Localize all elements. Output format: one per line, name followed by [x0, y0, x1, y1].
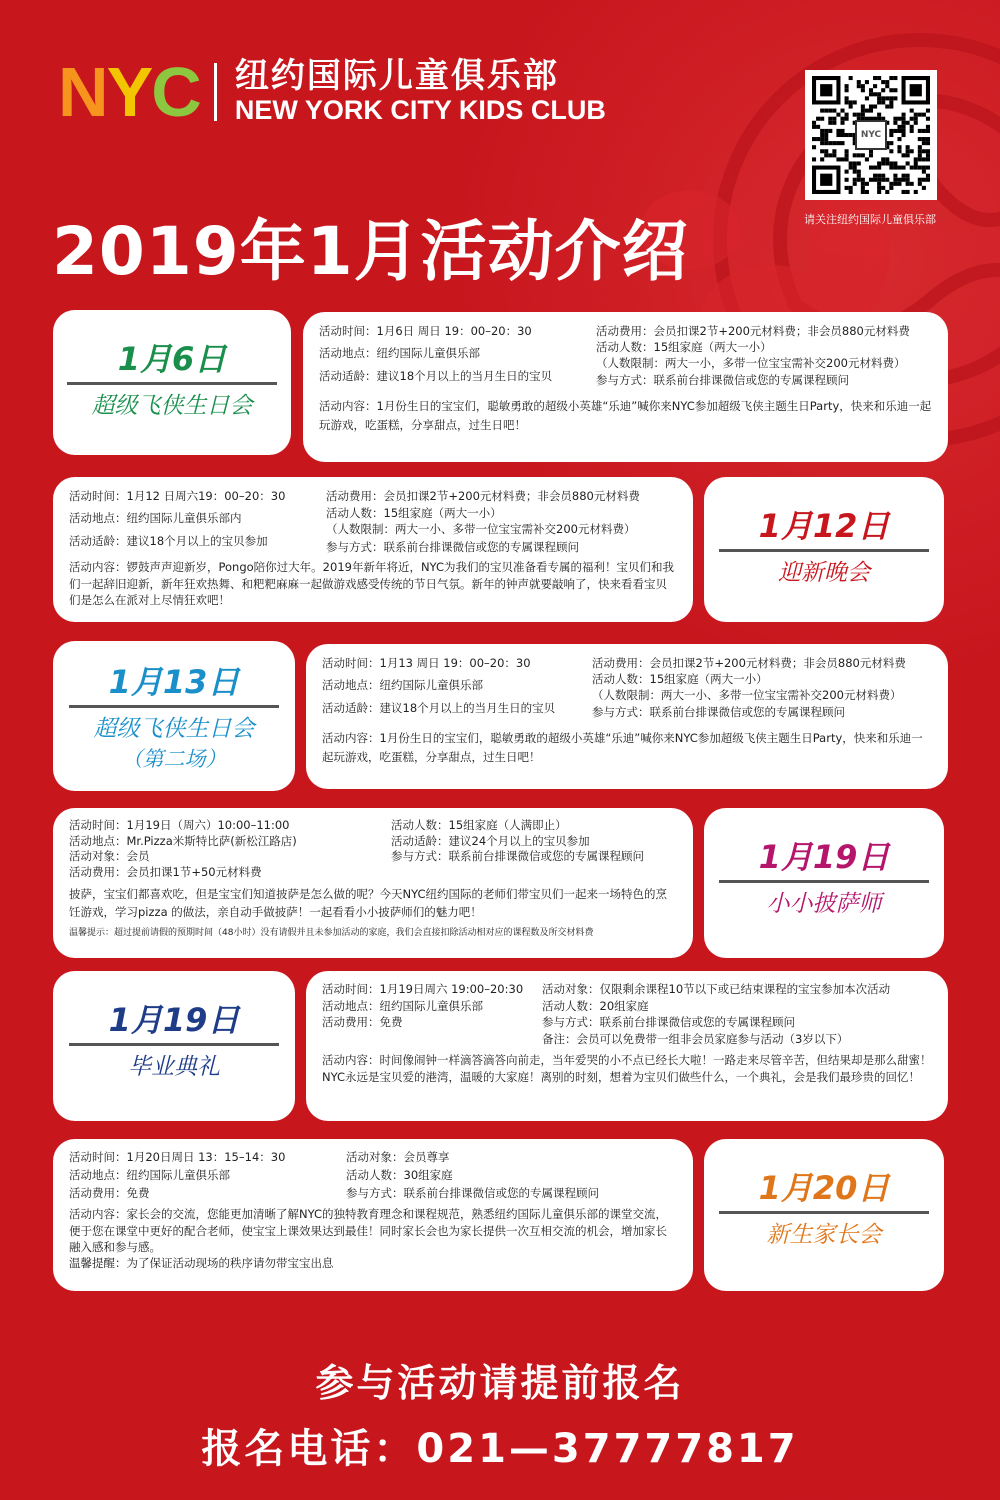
signup-phone[interactable]: 报名电话：021—37777817: [201, 1426, 799, 1472]
event-age: 活动适龄：建议18个月以上的当月生日的宝贝: [322, 700, 556, 715]
event-time: 活动时间：1月20日周日 13：15–14：30: [69, 1150, 286, 1164]
page-title: 2019年1月活动介绍: [52, 213, 689, 290]
event-description: 活动内容：锣鼓声声迎新岁，Pongo陪你过大年。2019年新年将近，NYC为我们的宝贝准备看专属的福利！宝贝们和我们一起辞旧迎新，新年狂欢热舞、和粑粑麻麻一起做游戏感受传统的节日气氛。新年的钟声就要敲响了，快来看看宝贝们是怎么在派对上尽情狂欢吧！: [69, 559, 674, 608]
event-capacity: 活动人数：20组家庭: [542, 998, 649, 1013]
event-date: 1月12日: [758, 507, 890, 545]
event-time: 活动时间：1月19日（周六）10:00–11:00: [69, 818, 290, 832]
event-location: 活动地点：Mr.Pizza米斯特比萨(新松江路店): [69, 833, 297, 848]
event-location: 活动地点：纽约国际儿童俱乐部: [69, 1167, 230, 1182]
event-name: 超级飞侠生日会: [91, 393, 253, 420]
event-details-card: [303, 312, 948, 462]
event-fee: 活动费用：会员扣课2节+200元材料费；非会员880元材料费: [596, 324, 910, 338]
logo-english-name: NEW YORK CITY KIDS CLUB: [234, 94, 606, 125]
event-signup: 参与方式：联系前台排课微信或您的专属课程顾问: [391, 849, 644, 864]
event-title-card: [704, 477, 944, 622]
divider: [69, 705, 279, 708]
event-audience: 活动对象：会员: [69, 849, 150, 864]
event-time: 活动时间：1月19日周六 19:00–20:30: [322, 982, 524, 996]
event-details-card: [306, 971, 948, 1121]
event-fee: 活动费用：会员扣课1节+50元材料费: [69, 864, 262, 879]
divider: [69, 1043, 279, 1046]
event-name: 迎新晚会: [778, 560, 870, 587]
event-audience: 活动对象：仅限剩余课程10节以下或已结束课程的宝宝参加本次活动: [542, 982, 891, 996]
signup-reminder: 参与活动请提前报名: [315, 1361, 685, 1405]
event-title-card: [53, 310, 291, 455]
event-date: 1月19日: [108, 1001, 240, 1039]
divider: [719, 880, 929, 883]
event-session: （第二场）: [121, 747, 227, 772]
event-age: 活动适龄：建议24个月以上的宝贝参加: [391, 833, 590, 848]
event-capacity: 活动人数：15组家庭（人满即止）: [391, 818, 567, 832]
event-signup: 参与方式：联系前台排课微信或您的专属课程顾问: [326, 539, 579, 554]
event-note: 温馨提示：超过提前请假的预期时间（48小时）没有请假并且未参加活动的家庭，我们会直接扣除活动相对应的课程数及所交材料费: [69, 927, 594, 938]
event-description: 披萨，宝宝们都喜欢吃，但是宝宝们知道披萨是怎么做的呢？今天NYC纽约国际的老师们带宝贝们一起来一场特色的烹饪游戏，学习pizza 的做法，亲自动手做披萨！一起看看小小披萨师们的魅力吧！: [69, 887, 668, 919]
event-fee: 活动费用：免费: [322, 1015, 403, 1030]
event-age: 活动适龄：建议18个月以上的宝贝参加: [69, 533, 268, 548]
logo-divider: [214, 63, 217, 121]
event-date: 1月20日: [758, 1169, 890, 1207]
event-details-card: [53, 808, 693, 958]
qr-caption: 请关注纽约国际儿童俱乐部: [804, 213, 936, 226]
event-description: 活动内容：时间像闹钟一样滴答滴答向前走，当年爱哭的小不点已经长大啦！一路走来尽管辛苦，但结果却是那么甜蜜！NYC永远是宝贝爱的港湾，温暖的大家庭！离别的时刻，想着为宝贝们做些什么，一个典礼，会是我们最珍贵的回忆！: [322, 1052, 932, 1084]
event-signup: 参与方式：联系前台排课微信或您的专属课程顾问: [346, 1185, 599, 1200]
event-time: 活动时间：1月6日 周日 19：00–20：30: [319, 324, 532, 338]
event-time: 活动时间：1月13 周日 19：00–20：30: [322, 656, 531, 670]
event-description: 活动内容：1月份生日的宝宝们，聪敏勇敢的超级小英雄“乐迪”喊你来NYC参加超级飞侠主题生日Party，快来和乐迪一起玩游戏，吃蛋糕，分享甜点，过生日吧！: [322, 730, 923, 764]
event-title-card: [704, 1139, 944, 1291]
event-limit: （人数限制：两大一小、多带一位宝宝需补交200元材料费）: [592, 687, 902, 702]
event-capacity: 活动人数：15组家庭（两大一小）: [596, 340, 772, 355]
event-remark: 备注：会员可以免费带一组非会员家庭参与活动（3岁以下）: [542, 1032, 849, 1047]
event-details-card: [53, 1139, 693, 1291]
event-description: 活动内容：家长会的交流，您能更加清晰了解NYC的独特教育理念和课程规范，熟悉纽约国际儿童俱乐部的课堂交流，便于您在课堂中更好的配合老师，使宝宝上课效果达到最佳！同时家长会也为家长提供一次互相交流的机会，增加家长融入感和参与感。: [69, 1207, 668, 1254]
divider: [719, 549, 929, 552]
divider: [67, 382, 277, 385]
event-details-card: [53, 477, 693, 622]
logo-chinese-name: 纽约国际儿童俱乐部: [234, 56, 559, 97]
event-date: 1月6日: [117, 340, 227, 378]
event-name: 毕业典礼: [128, 1054, 220, 1081]
event-signup: 参与方式：联系前台排课微信或您的专属课程顾问: [596, 373, 849, 388]
event-capacity: 活动人数：15组家庭（两大一小）: [326, 506, 502, 521]
event-capacity: 活动人数：15组家庭（两大一小）: [592, 672, 768, 687]
event-location: 活动地点：纽约国际儿童俱乐部: [319, 346, 480, 361]
logo-mark: NYC: [58, 53, 200, 131]
event-date: 1月13日: [108, 663, 240, 701]
event-name: 新生家长会: [766, 1222, 882, 1249]
event-location: 活动地点：纽约国际儿童俱乐部内: [69, 511, 242, 526]
qr-code[interactable]: [805, 70, 937, 200]
event-age: 活动适龄：建议18个月以上的当月生日的宝贝: [319, 368, 553, 383]
divider: [719, 1211, 929, 1214]
event-fee: 活动费用：会员扣课2节+200元材料费；非会员880元材料费: [592, 656, 906, 670]
event-location: 活动地点：纽约国际儿童俱乐部: [322, 998, 483, 1013]
event-title-card: [704, 808, 944, 958]
event-location: 活动地点：纽约国际儿童俱乐部: [322, 678, 483, 693]
event-title-card: [53, 641, 295, 791]
event-fee: 活动费用：会员扣课2节+200元材料费；非会员880元材料费: [326, 489, 640, 503]
event-signup: 参与方式：联系前台排课微信或您的专属课程顾问: [592, 705, 845, 720]
event-date: 1月19日: [758, 838, 890, 876]
event-description: 活动内容：1月份生日的宝宝们，聪敏勇敢的超级小英雄“乐迪”喊你来NYC参加超级飞侠主题生日Party，快来和乐迪一起玩游戏，吃蛋糕，分享甜点，过生日吧！: [319, 398, 932, 432]
qr-badge-logo: NYC: [855, 120, 887, 150]
event-details-card: [306, 644, 948, 789]
event-name: 小小披萨师: [766, 891, 882, 918]
event-title-card: [53, 971, 295, 1121]
event-time: 活动时间：1月12 日周六19：00–20：30: [69, 489, 286, 503]
brand-logo: [58, 52, 606, 132]
event-capacity: 活动人数：30组家庭: [346, 1167, 453, 1182]
event-limit: （人数限制：两大一小、多带一位宝宝需补交200元材料费）: [326, 522, 636, 537]
event-limit: （人数限制：两大一小，多带一位宝宝需补交200元材料费）: [596, 355, 906, 370]
event-fee: 活动费用：免费: [69, 1185, 150, 1200]
event-audience: 活动对象：会员尊享: [346, 1150, 450, 1164]
event-signup: 参与方式：联系前台排课微信或您的专属课程顾问: [542, 1015, 795, 1030]
event-note: 温馨提醒：为了保证活动现场的秩序请勿带宝宝出息: [69, 1255, 334, 1270]
event-name: 超级飞侠生日会: [93, 716, 255, 743]
